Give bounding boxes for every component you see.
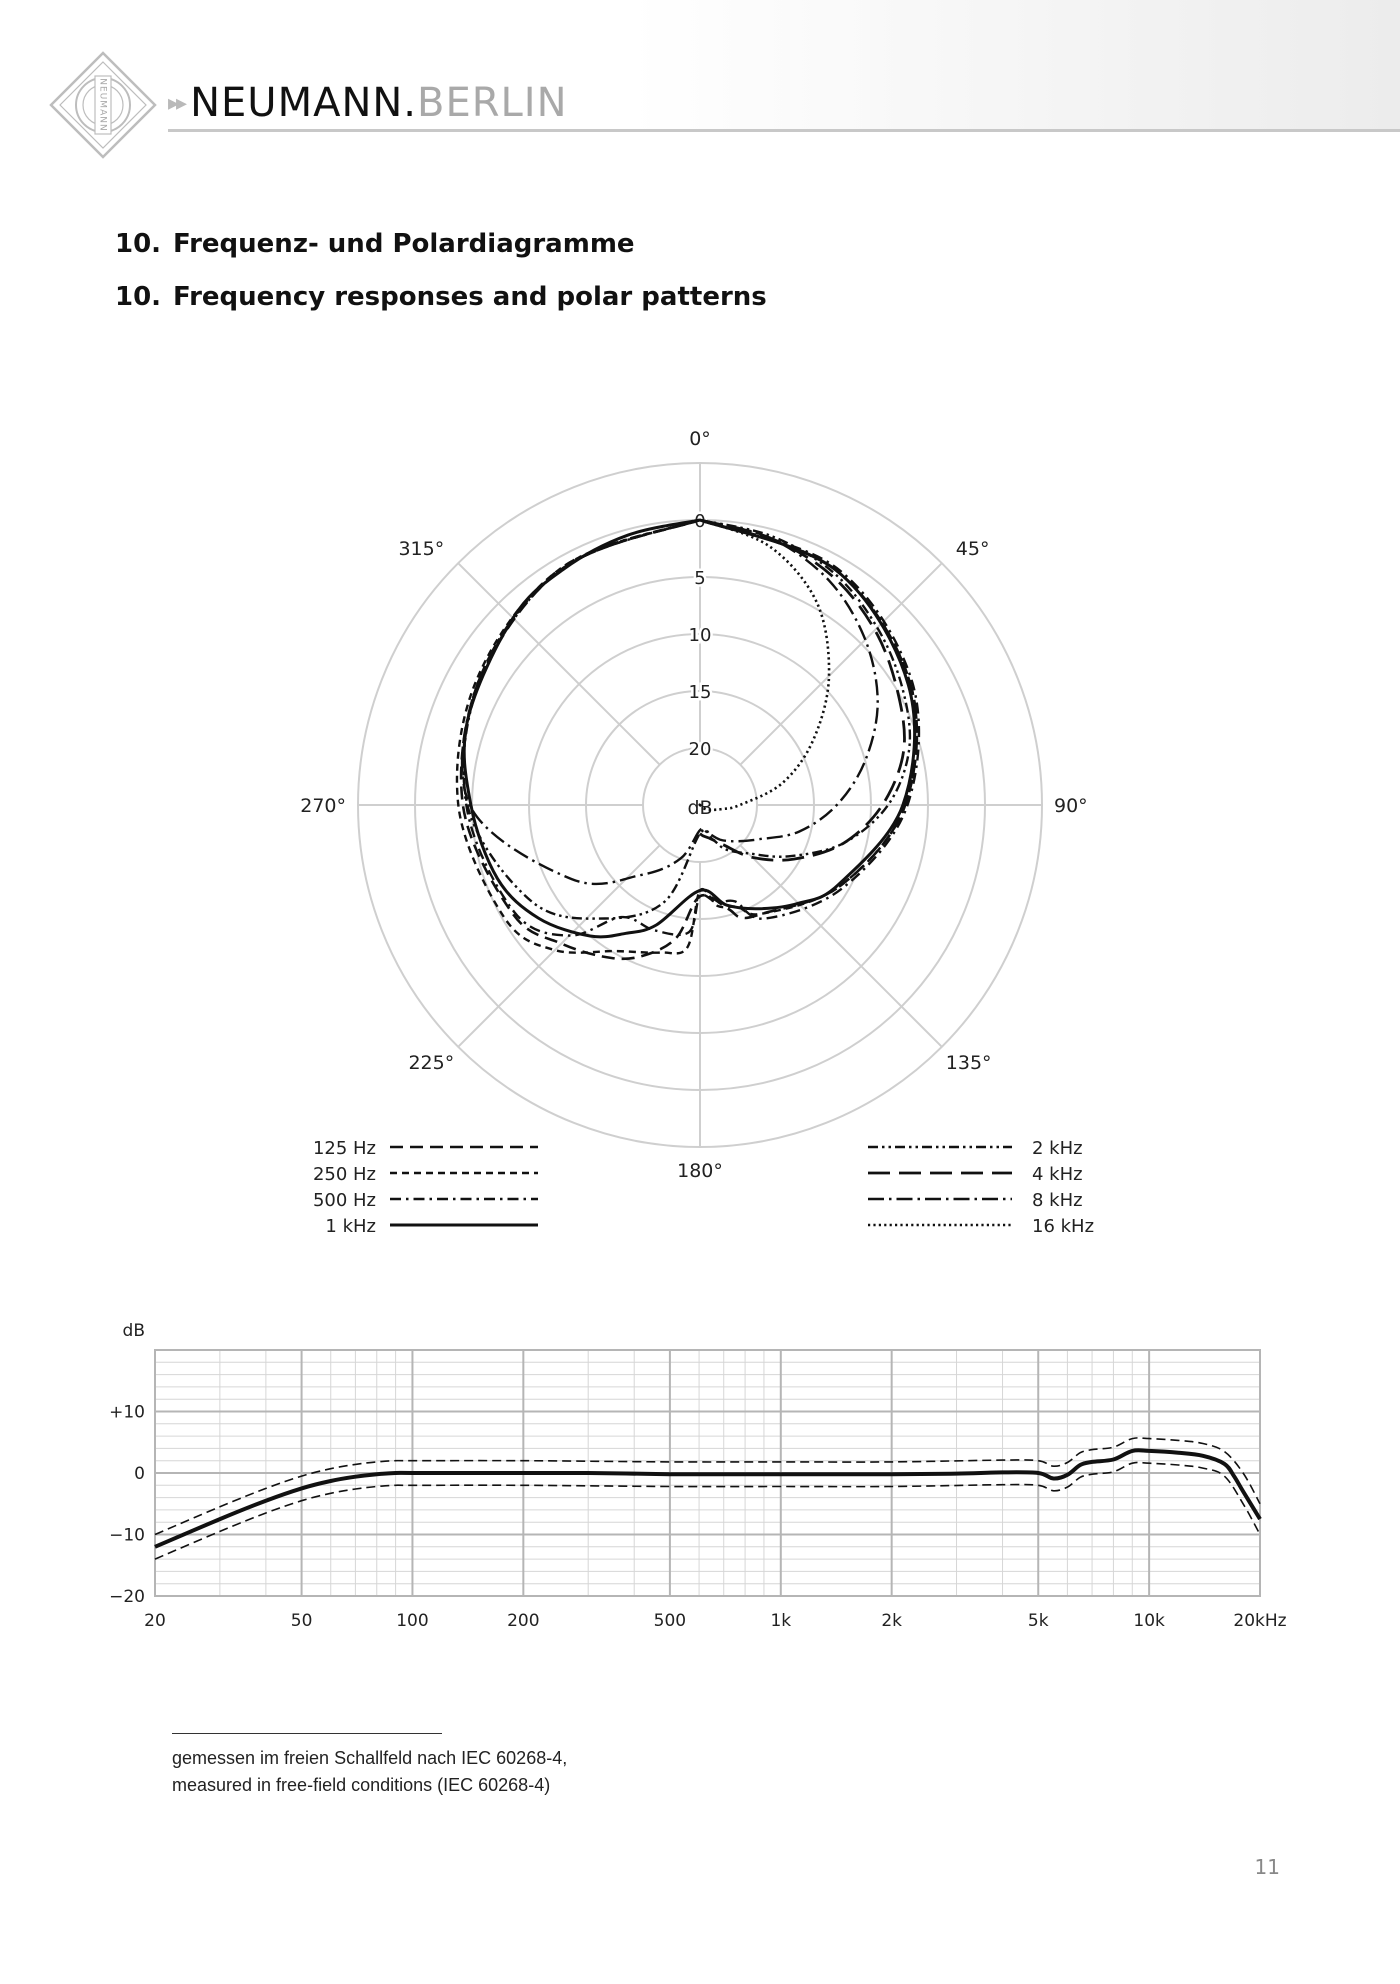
- footnote-line-german: gemessen im freien Schallfeld nach IEC 60268-4,: [172, 1748, 568, 1768]
- polar-spoke-45: [740, 563, 942, 765]
- freq-y-tick-label: −10: [109, 1525, 145, 1546]
- section-heading-german: [115, 229, 635, 259]
- freq-x-tick-label: 1k: [770, 1611, 792, 1631]
- freq-x-tick-label: 20: [144, 1611, 166, 1631]
- page-number: 11: [1254, 1855, 1280, 1879]
- freq-x-tick-label: 50: [290, 1611, 313, 1631]
- legend-label-8-khz: 8 kHz: [1032, 1190, 1083, 1211]
- polar-radial-label: 0: [694, 511, 706, 532]
- freq-y-tick-label: +10: [109, 1402, 145, 1423]
- polar-radial-label: 20: [688, 739, 712, 760]
- frequency-response-chart: [100, 1310, 1300, 1650]
- section-heading-english: [115, 282, 767, 312]
- freq-x-tick-label: 20kHz: [1233, 1611, 1287, 1631]
- legend-label-125-hz: 125 Hz: [312, 1138, 376, 1159]
- polar-angle-label-225: 225°: [408, 1051, 455, 1074]
- polar-angle-label-45: 45°: [955, 538, 990, 561]
- polar-spoke-225: [458, 845, 660, 1047]
- legend-label-500-hz: 500 Hz: [312, 1190, 376, 1211]
- polar-angle-label-180: 180°: [677, 1160, 723, 1182]
- section-number: 10.: [115, 282, 162, 312]
- freq-y-tick-label: −20: [109, 1587, 145, 1607]
- freq-series-lower-tolerance: [155, 1462, 1260, 1559]
- polar-radial-label: 10: [688, 625, 712, 646]
- legend-label-250-hz: 250 Hz: [312, 1164, 376, 1185]
- polar-unit-label: dB: [687, 797, 713, 819]
- footnote-rule: [172, 1733, 442, 1734]
- freq-y-axis-label: dB: [122, 1321, 145, 1341]
- section-number: 10.: [115, 229, 162, 259]
- polar-pattern-chart: [280, 410, 1120, 1250]
- polar-series-2-khz: [464, 520, 910, 919]
- freq-y-tick-label: 0: [134, 1464, 145, 1484]
- brand-wordmark: [168, 78, 568, 129]
- legend-label-4-khz: 4 kHz: [1032, 1164, 1083, 1185]
- polar-angle-label-90: 90°: [1054, 795, 1088, 817]
- legend-label-2-khz: 2 kHz: [1032, 1138, 1083, 1159]
- neumann-logo-icon: [48, 50, 158, 160]
- freq-x-tick-label: 5k: [1027, 1611, 1049, 1631]
- brand-main: NEUMANN.: [190, 80, 417, 126]
- section-title: Frequenz- und Polardiagramme: [173, 229, 635, 259]
- brand-arrows-icon: ▸▸: [168, 91, 185, 116]
- polar-spoke-135: [740, 845, 942, 1047]
- freq-series-response: [155, 1450, 1260, 1547]
- legend-label-16-khz: 16 kHz: [1032, 1216, 1095, 1237]
- polar-angle-label-135: 135°: [945, 1051, 992, 1074]
- section-title: Frequency responses and polar patterns: [173, 282, 767, 312]
- polar-angle-label-0: 0°: [689, 428, 711, 450]
- header-rule: [168, 129, 1400, 132]
- polar-radial-label: 5: [694, 568, 706, 589]
- legend-label-1-khz: 1 kHz: [325, 1216, 376, 1237]
- freq-x-tick-label: 200: [507, 1611, 540, 1631]
- polar-series-1-khz: [464, 520, 914, 937]
- polar-radial-label: 15: [688, 682, 712, 703]
- footnote-line-english: measured in free-field conditions (IEC 60268-4): [172, 1775, 551, 1795]
- freq-x-tick-label: 100: [396, 1611, 429, 1631]
- freq-x-tick-label: 2k: [881, 1611, 903, 1631]
- polar-series-8-khz: [462, 520, 878, 884]
- polar-angle-label-270: 270°: [300, 795, 346, 817]
- footnote: [172, 1745, 567, 1799]
- freq-x-tick-label: 10k: [1133, 1611, 1165, 1631]
- polar-angle-label-315: 315°: [398, 538, 445, 561]
- brand-suffix: BERLIN: [417, 80, 568, 126]
- freq-x-tick-label: 500: [653, 1611, 687, 1631]
- logo-text: NEUMANN: [97, 78, 108, 132]
